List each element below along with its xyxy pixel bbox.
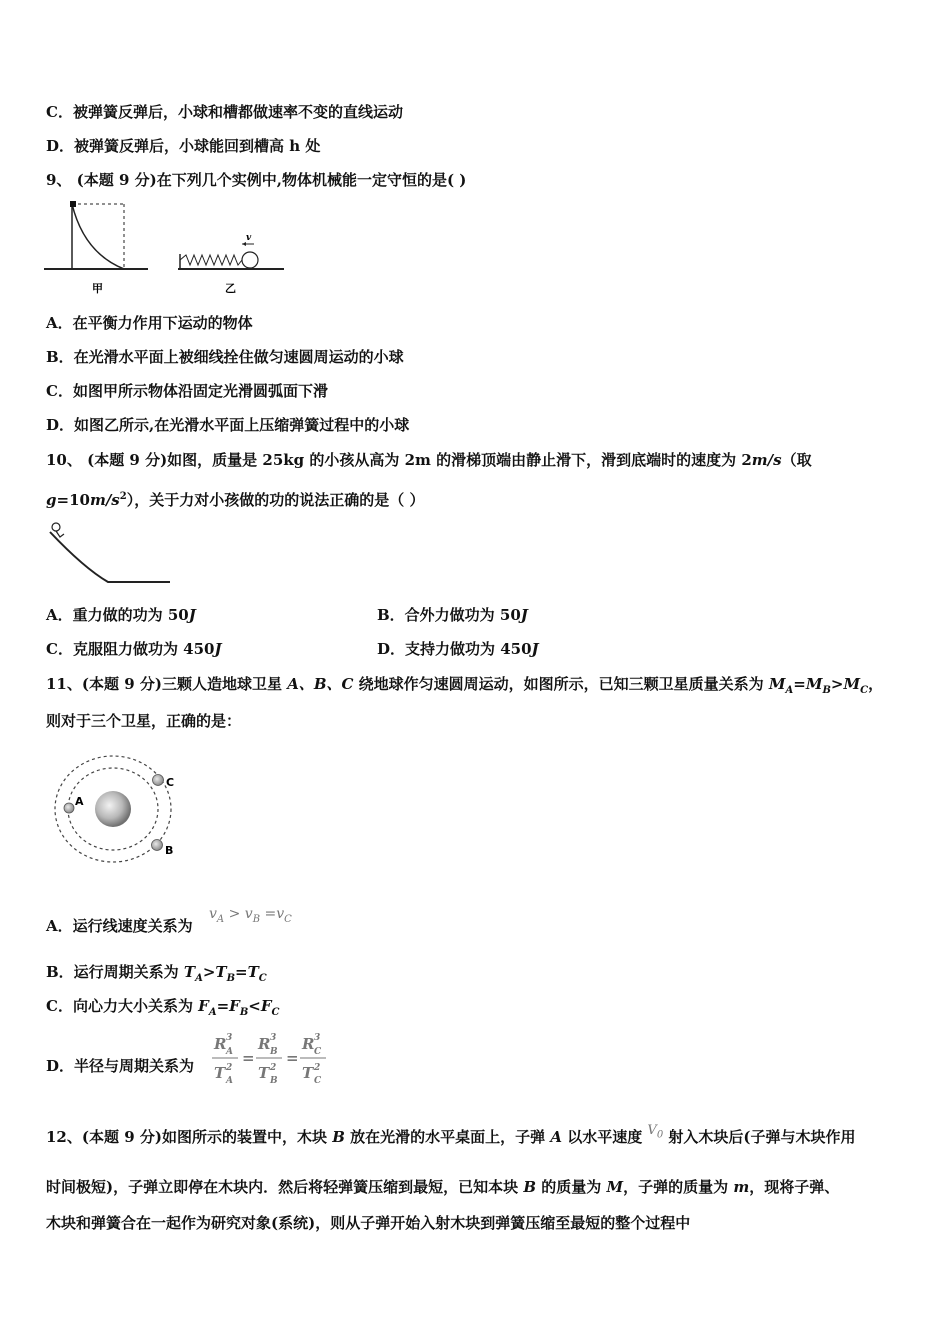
figure-jia-label: 甲 <box>92 282 103 295</box>
q11-option-d-formula <box>210 1030 328 1088</box>
svg-text:3: 3 <box>270 1033 277 1043</box>
q9-option-c: C．如图甲所示物体沿固定光滑圆弧面下滑 <box>46 382 328 400</box>
svg-text:3: 3 <box>314 1033 321 1043</box>
q10-option-a: A．重力做的功为 50J <box>46 606 196 624</box>
q11-stem-line1: 11、(本题 9 分)三颗人造地球卫星 A、B、C 绕地球作匀速圆周运动，如图所示，已知三颗卫星质量关系为 $M_A=M_B>M_C$， <box>46 675 884 696</box>
svg-text:2: 2 <box>270 1063 277 1073</box>
svg-text:B: B <box>270 1076 278 1086</box>
svg-text:T: T <box>302 1064 314 1082</box>
svg-text:C: C <box>314 1076 322 1086</box>
q8-option-c: C．被弹簧反弹后，小球和槽都做速率不变的直线运动 <box>46 103 403 121</box>
q10-slide-figure <box>44 518 174 590</box>
q11-option-d: D．半径与周期关系为 <box>46 1057 195 1075</box>
svg-text:2: 2 <box>314 1063 321 1073</box>
svg-text:A: A <box>226 1047 233 1057</box>
svg-text:3: 3 <box>226 1033 233 1043</box>
q9-stem: 9、 (本题 9 分)在下列几个实例中,物体机械能一定守恒的是( ) <box>46 171 467 189</box>
svg-text:=: = <box>286 1049 299 1067</box>
figure-jia <box>44 201 148 269</box>
child-icon <box>52 523 60 531</box>
q10-stem-line2: $g=10m/s^2$），关于力对小孩做的功的说法正确的是（ ） <box>46 491 425 509</box>
q11-option-a-formula: $v_A > v_B =v_C$ <box>209 906 292 925</box>
spring-icon <box>180 255 242 265</box>
q10-option-c: C．克服阻力做功为 450J <box>46 640 222 658</box>
satellite-a-icon <box>64 803 74 813</box>
svg-text:R: R <box>302 1035 315 1053</box>
block-icon <box>70 201 76 207</box>
label-c: C <box>166 776 175 789</box>
q9-figure <box>44 198 294 298</box>
svg-text:2: 2 <box>226 1063 233 1073</box>
q8-option-d: D．被弹簧反弹后，小球能回到槽高 h 处 <box>46 137 321 155</box>
q10-option-d: D．支持力做功为 450J <box>377 640 539 658</box>
svg-text:B: B <box>270 1047 278 1057</box>
q11-option-b: B．运行周期关系为 $T_A>T_B=T_C$ <box>46 963 267 984</box>
q9-option-b: B．在光滑水平面上被细线拴住做匀速圆周运动的小球 <box>46 348 404 366</box>
label-b: B <box>165 844 174 857</box>
figure-yi <box>178 242 284 269</box>
svg-text:A: A <box>226 1076 233 1086</box>
q11-option-c: C．向心力大小关系为 $F_A=F_B<F_C$ <box>46 997 280 1018</box>
q11-orbit-figure <box>52 752 188 868</box>
svg-text:=: = <box>242 1049 255 1067</box>
q9-option-d: D．如图乙所示,在光滑水平面上压缩弹簧过程中的小球 <box>46 416 410 434</box>
satellite-c-icon <box>153 775 164 786</box>
q12-stem-line3: 木块和弹簧合在一起作为研究对象(系统)，则从子弹开始入射木块到弹簧压缩至最短的整个过程中 <box>46 1214 691 1232</box>
ball-icon <box>242 252 258 268</box>
q10-option-b: B．合外力做功为 50J <box>377 606 528 624</box>
q9-option-a: A．在平衡力作用下运动的物体 <box>46 314 253 332</box>
earth-icon <box>95 791 131 827</box>
q11-option-a: A．运行线速度关系为 <box>46 917 193 935</box>
satellite-b-icon <box>152 840 163 851</box>
q11-stem-line2: 则对于三个卫星，正确的是： <box>46 712 242 730</box>
svg-text:R: R <box>258 1035 271 1053</box>
svg-text:T: T <box>214 1064 226 1082</box>
svg-text:T: T <box>258 1064 270 1082</box>
svg-text:C: C <box>314 1047 322 1057</box>
q12-stem-line1: 12、(本题 9 分)如图所示的装置中，木块 B 放在光滑的水平桌面上，子弹 A 以水平速度 $V_0$ 射入木块后(子弹与木块作用 <box>46 1123 856 1146</box>
figure-yi-label: 乙 <box>225 282 236 295</box>
q10-stem-line1: 10、 (本题 9 分)如图，质量是 25kg 的小孩从高为 2m 的滑梯顶端由静止滑下，滑到底端时的速度为 2m/s（取 <box>46 451 812 469</box>
svg-text:R: R <box>214 1035 227 1053</box>
velocity-label: v <box>246 233 252 243</box>
q12-stem-line2: 时间极短)，子弹立即停在木块内．然后将轻弹簧压缩到最短，已知本块 B 的质量为 M，子弹的质量为 m，现将子弹、 <box>46 1178 840 1196</box>
label-a: A <box>75 795 84 808</box>
